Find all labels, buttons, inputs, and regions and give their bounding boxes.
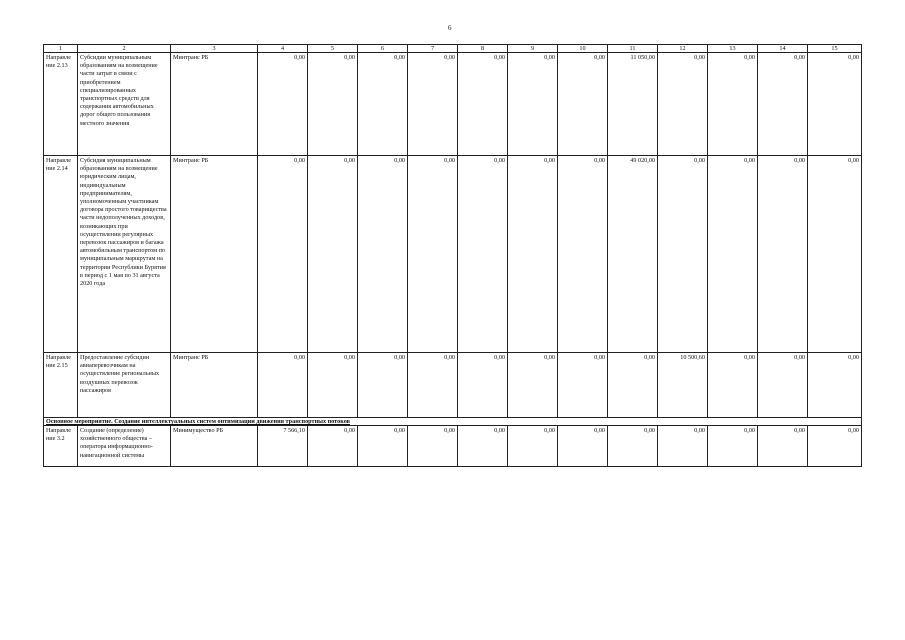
value-cell: 0,00 [608, 353, 658, 418]
value-cell: 0,00 [708, 156, 758, 353]
value-cell: 0,00 [658, 156, 708, 353]
value-cell: 0,00 [708, 53, 758, 156]
value-cell: 10 500,60 [658, 353, 708, 418]
value-cell: 0,00 [758, 353, 808, 418]
value-cell: 0,00 [308, 353, 358, 418]
value-cell: 7 566,10 [258, 426, 308, 467]
value-cell: 0,00 [358, 53, 408, 156]
header-cell: 9 [508, 45, 558, 53]
section-title: Основное мероприятие. Создание интеллектуальных систем оптимизации движения транспортных потоков [44, 418, 862, 426]
header-cell: 12 [658, 45, 708, 53]
header-cell: 5 [308, 45, 358, 53]
value-cell: 0,00 [558, 353, 608, 418]
description-cell: Субсидия муниципальным образованиям на возмещение юридическим лицам, индивидуальным предпринимателям, уполномоченным участникам договора простого товарищества части недополученных доходов, возникающих при осуществлении регулярных перевозок пассажиров и багажа автомобильным транспортом по муниципальным маршрутам на территории Республики Бурятия в период с 1 мая по 31 августа 2020 года [78, 156, 171, 353]
value-cell: 0,00 [708, 426, 758, 467]
table-row [44, 426, 862, 467]
header-cell: 8 [458, 45, 508, 53]
header-cell: 3 [171, 45, 258, 53]
responsible-cell: Минтранс РБ [171, 353, 258, 418]
description-cell: Субсидии муниципальным образованиям на возмещение части затрат в связи с приобретением специализированных транспортных средств для содержания автомобильных дорог общего пользования местного значения [78, 53, 171, 156]
value-cell: 0,00 [758, 156, 808, 353]
header-cell: 14 [758, 45, 808, 53]
value-cell: 0,00 [508, 156, 558, 353]
header-cell: 2 [78, 45, 171, 53]
budget-table [43, 44, 862, 467]
value-cell: 0,00 [458, 156, 508, 353]
responsible-cell: Минтранс РБ [171, 156, 258, 353]
table-row [44, 353, 862, 418]
header-cell: 10 [558, 45, 608, 53]
header-cell: 11 [608, 45, 658, 53]
value-cell: 0,00 [458, 353, 508, 418]
header-cell: 7 [408, 45, 458, 53]
value-cell: 0,00 [308, 426, 358, 467]
value-cell: 0,00 [308, 53, 358, 156]
direction-cell: Направле ние 3.2 [44, 426, 78, 467]
value-cell: 0,00 [808, 426, 862, 467]
value-cell: 0,00 [508, 426, 558, 467]
responsible-cell: Минимущество РБ [171, 426, 258, 467]
value-cell: 0,00 [808, 353, 862, 418]
value-cell: 0,00 [758, 53, 808, 156]
value-cell: 49 020,00 [608, 156, 658, 353]
value-cell: 0,00 [358, 353, 408, 418]
description-cell: Создание (определение) хозяйственного общества – оператора информационно-навигационной системы [78, 426, 171, 467]
value-cell: 0,00 [658, 53, 708, 156]
value-cell: 0,00 [558, 156, 608, 353]
value-cell: 0,00 [508, 53, 558, 156]
value-cell: 0,00 [408, 426, 458, 467]
header-cell: 6 [358, 45, 408, 53]
value-cell: 0,00 [508, 353, 558, 418]
value-cell: 0,00 [358, 426, 408, 467]
page-number: 6 [448, 24, 452, 32]
value-cell: 0,00 [308, 156, 358, 353]
value-cell: 0,00 [658, 426, 708, 467]
direction-cell: Направле ние 2.15 [44, 353, 78, 418]
value-cell: 0,00 [258, 53, 308, 156]
value-cell: 0,00 [558, 426, 608, 467]
responsible-cell: Минтранс РБ [171, 53, 258, 156]
section-row [44, 418, 862, 426]
table-row [44, 53, 862, 156]
direction-cell: Направле ние 2.14 [44, 156, 78, 353]
description-cell: Предоставление субсидии авиаперевозчикам на осуществление региональных воздушных перевозок пассажиров [78, 353, 171, 418]
value-cell: 0,00 [458, 426, 508, 467]
value-cell: 0,00 [558, 53, 608, 156]
value-cell: 0,00 [408, 53, 458, 156]
header-cell: 13 [708, 45, 758, 53]
value-cell: 0,00 [258, 353, 308, 418]
value-cell: 0,00 [358, 156, 408, 353]
value-cell: 0,00 [408, 353, 458, 418]
value-cell: 0,00 [408, 156, 458, 353]
value-cell: 0,00 [258, 156, 308, 353]
value-cell: 0,00 [608, 426, 658, 467]
value-cell: 0,00 [808, 53, 862, 156]
value-cell: 0,00 [808, 156, 862, 353]
header-cell: 1 [44, 45, 78, 53]
value-cell: 11 050,00 [608, 53, 658, 156]
value-cell: 0,00 [758, 426, 808, 467]
value-cell: 0,00 [708, 353, 758, 418]
value-cell: 0,00 [458, 53, 508, 156]
direction-cell: Направле ние 2.13 [44, 53, 78, 156]
header-row [44, 45, 862, 53]
header-cell: 15 [808, 45, 862, 53]
table-row [44, 156, 862, 353]
header-cell: 4 [258, 45, 308, 53]
